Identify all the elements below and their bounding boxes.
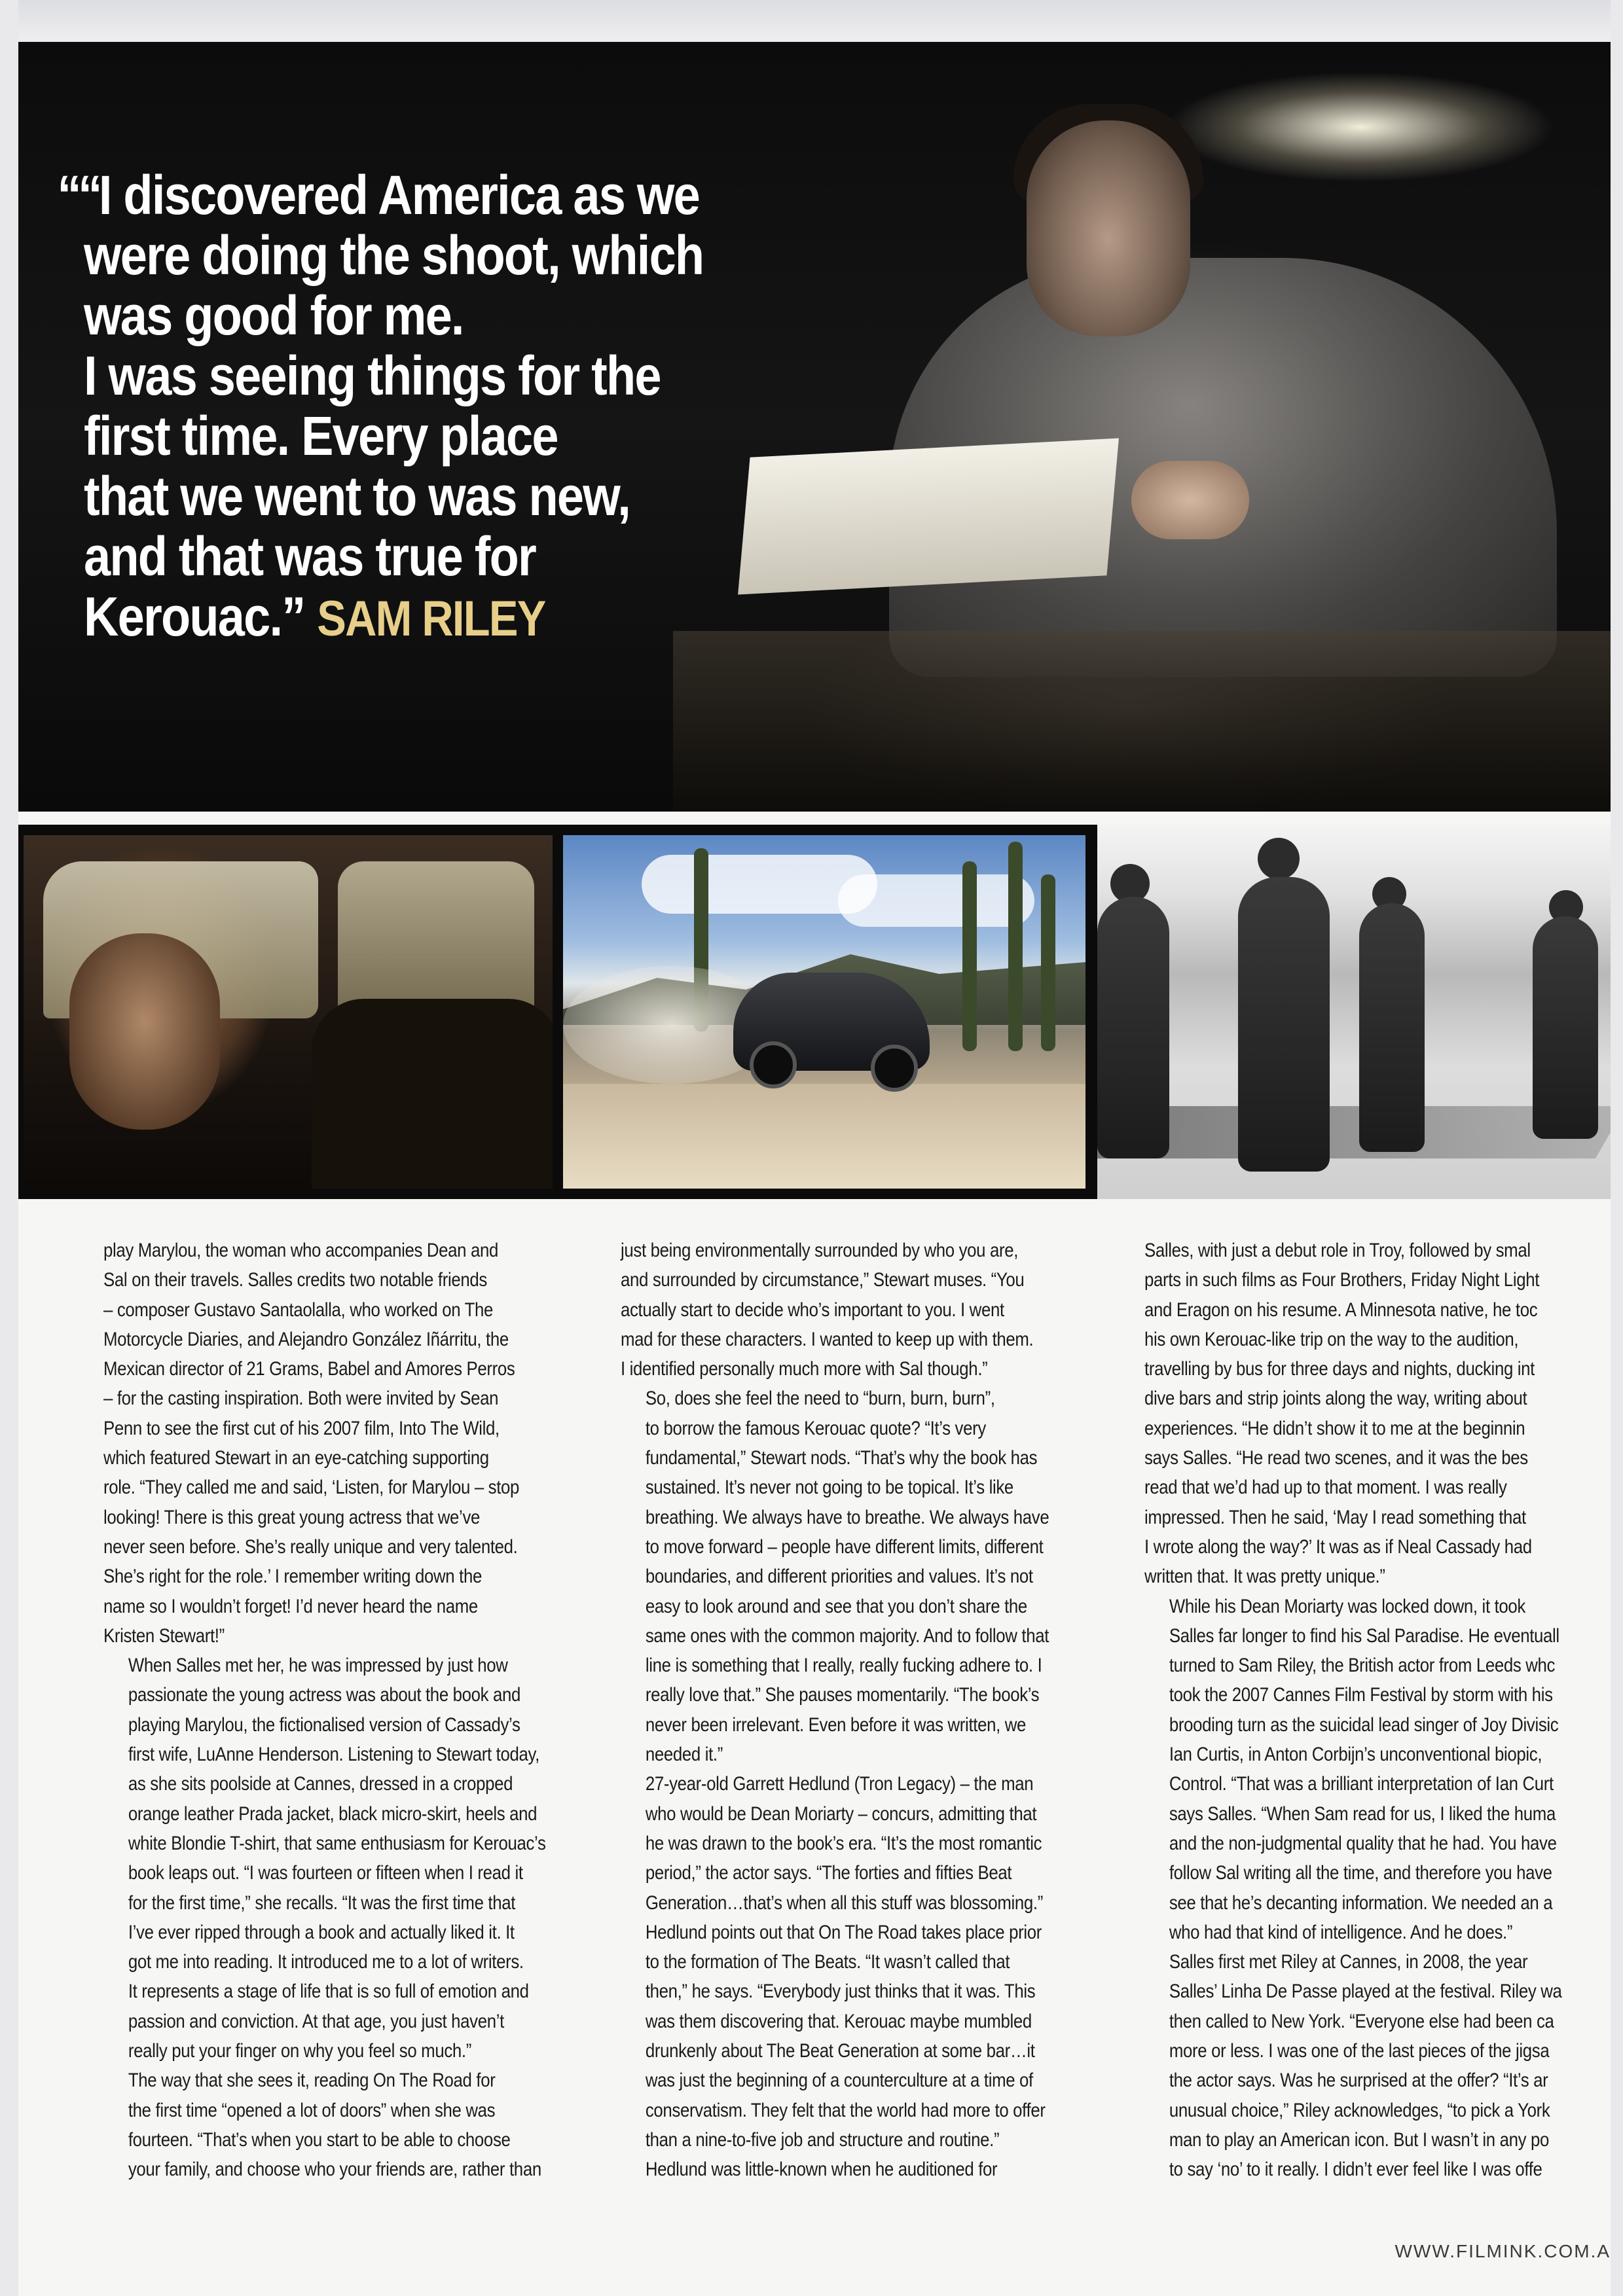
text-line: impressed. Then he said, ‘May I read something that [1144, 1506, 1526, 1528]
text-line: boundaries, and different priorities and values. It’s not [645, 1566, 1033, 1588]
quote-open-mark: ““ [57, 164, 99, 226]
text-line: to borrow the famous Kerouac quote? “It’s very [645, 1417, 986, 1439]
text-line: play Marylou, the woman who accompanies Dean and [103, 1240, 499, 1261]
text-line: role. “They called me and said, ‘Listen, for Marylou – stop [103, 1477, 520, 1499]
photo-car-interior [24, 835, 553, 1189]
hero-desk [673, 631, 1611, 812]
photo-strip [18, 825, 1611, 1199]
text-line: got me into reading. It introduced me to a lot of writers. [128, 1951, 524, 1973]
footer-url: WWW.FILMINK.COM.A [1395, 2241, 1611, 2261]
text-line: who had that kind of intelligence. And he does.” [1169, 1921, 1513, 1943]
quote-line: that we went to was new, [84, 465, 630, 527]
text-line: passion and conviction. At that age, you just haven’t [128, 2010, 504, 2032]
text-line: was them discovering that. Kerouac maybe mumbled [645, 2010, 1032, 2032]
text-line: fourteen. “That’s when you start to be able to choose [128, 2128, 511, 2151]
text-line: really put your finger on why you feel so much.” [128, 2040, 471, 2062]
text-line: mad for these characters. I wanted to keep up with them. [621, 1328, 1034, 1350]
pull-quote [57, 164, 787, 649]
text-line: Penn to see the first cut of his 2007 film, Into The Wild, [103, 1417, 500, 1439]
text-line: Sal on their travels. Salles credits two notable friends [103, 1269, 487, 1291]
quote-line: was good for me. [84, 285, 464, 346]
text-line: period,” the actor says. “The forties and fifties Beat [645, 1862, 1012, 1884]
text-line: Control. “That was a brilliant interpretation of Ian Curt [1169, 1773, 1554, 1795]
text-line: more or less. I was one of the last pieces of the jigsa [1169, 2040, 1550, 2062]
text-line: breathing. We always have to breathe. We always have [645, 1506, 1049, 1528]
text-line: Kristen Stewart!” [103, 1624, 225, 1647]
quote-attribution: SAM RILEY [317, 591, 545, 647]
text-line: parts in such films as Four Brothers, Friday Night Light [1144, 1269, 1540, 1291]
text-line: he was drawn to the book’s era. “It’s the most romantic [645, 1832, 1042, 1854]
text-line: and surrounded by circumstance,” Stewart muses. “You [621, 1269, 1025, 1291]
text-line: 27-year-old Garrett Hedlund (Tron Legacy) – the man [645, 1773, 1034, 1795]
text-line: fundamental,” Stewart nods. “That’s why the book has [645, 1447, 1038, 1469]
article-paragraph [621, 1769, 1127, 2155]
article-paragraph [1144, 1592, 1611, 1948]
text-line: same ones with the common majority. And to follow that [645, 1624, 1049, 1647]
text-line: really love that.” She pauses momentarily. “The book’s [645, 1684, 1040, 1706]
text-line: read that we’d had up to that moment. I was really [1144, 1477, 1507, 1499]
text-line: Mexican director of 21 Grams, Babel and Amores Perros [103, 1358, 515, 1380]
text-line: drunkenly about The Beat Generation at some bar…it [645, 2040, 1035, 2062]
text-line: It represents a stage of life that is so full of emotion and [128, 1981, 529, 2003]
text-line: never been irrelevant. Even before it was written, we [645, 1713, 1027, 1736]
hero-figure-hands [1131, 461, 1249, 539]
quote-line: and that was true for [84, 526, 536, 587]
article-paragraph [103, 2066, 610, 2184]
text-line: playing Marylou, the fictionalised version of Cassady’s [128, 1713, 520, 1736]
hero-typewriter-paper [738, 438, 1119, 594]
text-line: was just the beginning of a counterculture at a time of [645, 2070, 1033, 2092]
text-line: sustained. It’s never not going to be topical. It’s like [645, 1477, 1013, 1499]
text-line: turned to Sam Riley, the British actor from Leeds whc [1169, 1655, 1556, 1677]
text-line: easy to look around and see that you don’t share the [645, 1595, 1027, 1617]
text-line: see that he’s decanting information. We needed an a [1169, 1892, 1553, 1914]
text-line: just being environmentally surrounded by who you are, [621, 1240, 1019, 1261]
article-paragraph [621, 2155, 1127, 2184]
photo-desert-car [563, 835, 1085, 1189]
text-line: Hedlund was little-known when he auditioned for [645, 2159, 998, 2181]
text-line: needed it.” [645, 1744, 723, 1766]
text-line: I identified personally much more with Sal though.” [621, 1358, 988, 1380]
quote-line: Kerouac.” SAM RILEY [84, 586, 545, 647]
article-column-3 [1144, 1236, 1611, 2185]
text-line: experiences. “He didn’t show it to me at the beginnin [1144, 1417, 1525, 1439]
text-line: orange leather Prada jacket, black micro-skirt, heels and [128, 1803, 538, 1825]
quote-line: were doing the shoot, which [84, 224, 704, 286]
text-line: who would be Dean Moriarty – concurs, admitting that [645, 1803, 1037, 1825]
text-line: to move forward – people have different limits, different [645, 1535, 1044, 1558]
text-line: book leaps out. “I was fourteen or fifteen when I read it [128, 1862, 523, 1884]
hero-photo [18, 42, 1611, 812]
page-top-edge [18, 0, 1611, 47]
text-line: passionate the young actress was about the book and [128, 1684, 521, 1706]
text-line: She’s right for the role.’ I remember writing down the [103, 1566, 482, 1588]
text-line: Ian Curtis, in Anton Corbijn’s unconventional biopic, [1169, 1744, 1542, 1766]
text-line: actually start to decide who’s important to you. I went [621, 1299, 1004, 1321]
text-line: white Blondie T-shirt, that same enthusiasm for Kerouac’s [128, 1832, 546, 1854]
text-line: Salles first met Riley at Cannes, in 2008, the year [1169, 1951, 1528, 1973]
article-column-2 [621, 1236, 1127, 2185]
text-line: Generation…that’s when all this stuff was blossoming.” [645, 1892, 1043, 1914]
text-line: follow Sal writing all the time, and therefore you have [1169, 1862, 1552, 1884]
text-line: The way that she sees it, reading On The Road for [128, 2070, 496, 2092]
text-line: Hedlund points out that On The Road takes place prior [645, 1921, 1042, 1943]
article-paragraph [1144, 1947, 1611, 2184]
article-paragraph [103, 1651, 610, 2066]
text-line: your family, and choose who your friends are, rather than [128, 2159, 541, 2181]
article-paragraph [1144, 1236, 1611, 1592]
text-line: the first time “opened a lot of doors” when she was [128, 2099, 496, 2121]
text-line: to say ‘no’ to it really. I didn’t ever feel like I was offe [1169, 2159, 1542, 2181]
text-line: then,” he says. “Everybody just thinks that it was. This [645, 1981, 1036, 2003]
article-paragraph [621, 1384, 1127, 1769]
text-line: brooding turn as the suicidal lead singer of Joy Divisic [1169, 1713, 1559, 1736]
text-line: – for the casting inspiration. Both were invited by Sean [103, 1388, 499, 1410]
text-line: – composer Gustavo Santaolalla, who worked on The [103, 1299, 494, 1321]
text-line: took the 2007 Cannes Film Festival by storm with his [1169, 1684, 1553, 1706]
hero-figure-head [1027, 120, 1190, 336]
article-paragraph [103, 1236, 610, 1651]
magazine-page [18, 0, 1611, 2296]
text-line: as she sits poolside at Cannes, dressed in a cropped [128, 1773, 513, 1795]
text-line: than a nine-to-five job and structure and routine.” [645, 2128, 1000, 2151]
quote-line: I was seeing things for the [84, 345, 661, 406]
photo-crew-walking [1097, 825, 1611, 1199]
text-line: then called to New York. “Everyone else had been ca [1169, 2010, 1554, 2032]
text-line: I wrote along the way?’ It was as if Neal Cassady had [1144, 1535, 1532, 1558]
text-line: Motorcycle Diaries, and Alejandro González Iñárritu, the [103, 1328, 509, 1350]
text-line: So, does she feel the need to “burn, burn, burn”, [645, 1388, 995, 1410]
text-line: unusual choice,” Riley acknowledges, “to pick a York [1169, 2099, 1550, 2121]
text-line: While his Dean Moriarty was locked down, it took [1169, 1595, 1525, 1617]
text-line: never seen before. She’s really unique and very talented. [103, 1535, 518, 1558]
quote-line: first time. Every place [84, 405, 558, 467]
text-line: first wife, LuAnne Henderson. Listening to Stewart today, [128, 1744, 539, 1766]
text-line: line is something that I really, really fucking adhere to. I [645, 1655, 1042, 1677]
text-line: Salles far longer to find his Sal Paradise. He eventuall [1169, 1624, 1559, 1647]
text-line: looking! There is this great young actress that we’ve [103, 1506, 481, 1528]
text-line: When Salles met her, he was impressed by just how [128, 1655, 508, 1677]
text-line: and Eragon on his resume. A Minnesota native, he toc [1144, 1299, 1538, 1321]
quote-line: ““I discovered America as we [57, 164, 699, 226]
text-line: I’ve ever ripped through a book and actually liked it. It [128, 1921, 515, 1943]
article-column-1 [103, 1236, 610, 2185]
article-paragraph [621, 1236, 1127, 1384]
text-line: travelling by bus for three days and nights, ducking int [1144, 1358, 1535, 1380]
text-line: his own Kerouac-like trip on the way to the audition, [1144, 1328, 1519, 1350]
text-line: man to play an American icon. But I wasn’t in any po [1169, 2128, 1549, 2151]
text-line: and the non-judgmental quality that he had. You have [1169, 1832, 1557, 1854]
text-line: Salles, with just a debut role in Troy, followed by smal [1144, 1240, 1531, 1261]
text-line: which featured Stewart in an eye-catching supporting [103, 1447, 489, 1469]
text-line: for the first time,” she recalls. “It was the first time that [128, 1892, 516, 1914]
text-line: Salles’ Linha De Passe played at the festival. Riley wa [1169, 1981, 1562, 2003]
text-line: dive bars and strip joints along the way, writing about [1144, 1388, 1527, 1410]
text-line: name so I wouldn’t forget! I’d never heard the name [103, 1595, 478, 1617]
text-line: says Salles. “When Sam read for us, I liked the huma [1169, 1803, 1556, 1825]
text-line: says Salles. “He read two scenes, and it was the bes [1144, 1447, 1528, 1469]
text-line: the actor says. Was he surprised at the offer? “It’s ar [1169, 2070, 1548, 2092]
text-line: conservatism. They felt that the world had more to offer [645, 2099, 1046, 2121]
text-line: written that. It was pretty unique.” [1144, 1566, 1385, 1588]
text-line: to the formation of The Beats. “It wasn’t called that [645, 1951, 1010, 1973]
